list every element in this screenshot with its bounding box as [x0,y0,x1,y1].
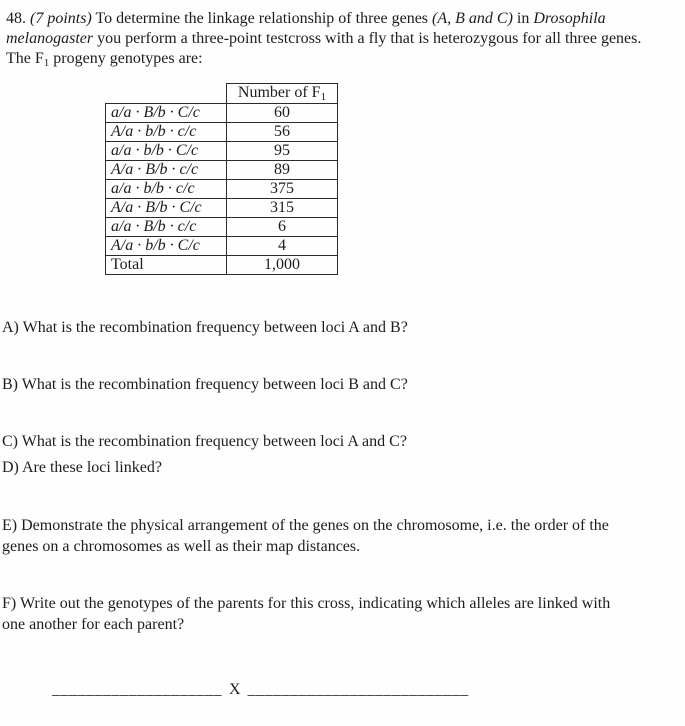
question-e-line2: genes on a chromosomes as well as their map distances. [2,538,361,555]
table-row [106,180,338,199]
question-e-line1: E) Demonstrate the physical arrangement of the genes on the chromosome, i.e. the order of the [2,517,609,534]
species-name-part1: Drosophila [533,10,606,27]
question-d [2,457,162,478]
intro-text-3: The F [6,50,44,67]
species-name-part2: melanogaster [6,30,94,47]
header-spacer-cell [106,84,227,104]
intro-text-4: progeny genotypes are: [49,50,203,67]
question-f-line1: F) Write out the genotypes of the parents for this cross, indicating which alleles are linked with [2,595,611,612]
table-header-row [106,84,338,104]
count-cell: 4 [227,237,338,256]
count-cell: 60 [227,104,338,123]
column-header-subscript: 1 [320,91,327,103]
genotype-cell: A/a · b/b · C/c [106,237,227,256]
question-number: 48. [6,10,30,27]
question-c-text: C) What is the recombination frequency between loci A and C? [2,433,407,450]
genotype-cell: a/a · b/b · c/c [106,180,227,199]
table-row [106,142,338,161]
genotype-cell: a/a · B/b · c/c [106,218,227,237]
points-label: (7 points) [30,10,92,27]
question-f [2,593,610,635]
table-row [106,218,338,237]
question-a-text: A) What is the recombination frequency between loci A and B? [2,319,408,336]
column-header-text: Number of F [237,84,321,101]
table-total-row [106,256,338,275]
question-d-text: D) Are these loci linked? [2,459,162,476]
cross-x-symbol: X [229,681,241,698]
question-b [2,374,408,395]
intro-text-in: in [512,10,534,27]
genotype-cell: A/a · B/b · C/c [106,199,227,218]
intro-line-1 [6,9,641,29]
count-cell: 89 [227,161,338,180]
question-intro [6,9,641,70]
total-count-cell: 1,000 [227,256,338,275]
intro-line-3 [6,49,641,70]
intro-line-2 [6,29,641,49]
genotype-cell: A/a · B/b · c/c [106,161,227,180]
genotype-cell: a/a · b/b · C/c [106,142,227,161]
parent1-blank: ____________________ [52,681,222,698]
count-cell: 56 [227,123,338,142]
f1-subscript: 1 [43,57,50,69]
genotype-cell: a/a · B/b · C/c [106,104,227,123]
count-cell: 6 [227,218,338,237]
count-cell: 315 [227,199,338,218]
total-label-cell: Total [106,256,227,275]
table-row [106,104,338,123]
table-row [106,161,338,180]
parent-cross-answer-line [52,681,469,699]
table-row [106,199,338,218]
question-f-line2: one another for each parent? [2,616,185,633]
intro-text-2: you perform a three-point testcross with a fly that is heterozygous for all three genes. [93,30,642,47]
genotype-cell: A/a · b/b · c/c [106,123,227,142]
question-c [2,431,407,452]
table-row [106,237,338,256]
gene-names: (A, B and C) [432,10,513,27]
count-cell: 95 [227,142,338,161]
question-b-text: B) What is the recombination frequency between loci B and C? [2,376,408,393]
table-row [106,123,338,142]
column-header-number-of-f1 [227,84,338,104]
question-e [2,515,609,557]
question-a [2,317,408,338]
intro-text-1: To determine the linkage relationship of three genes [91,10,433,27]
parent2-blank: __________________________ [247,681,469,698]
f1-progeny-table [105,83,338,275]
count-cell: 375 [227,180,338,199]
